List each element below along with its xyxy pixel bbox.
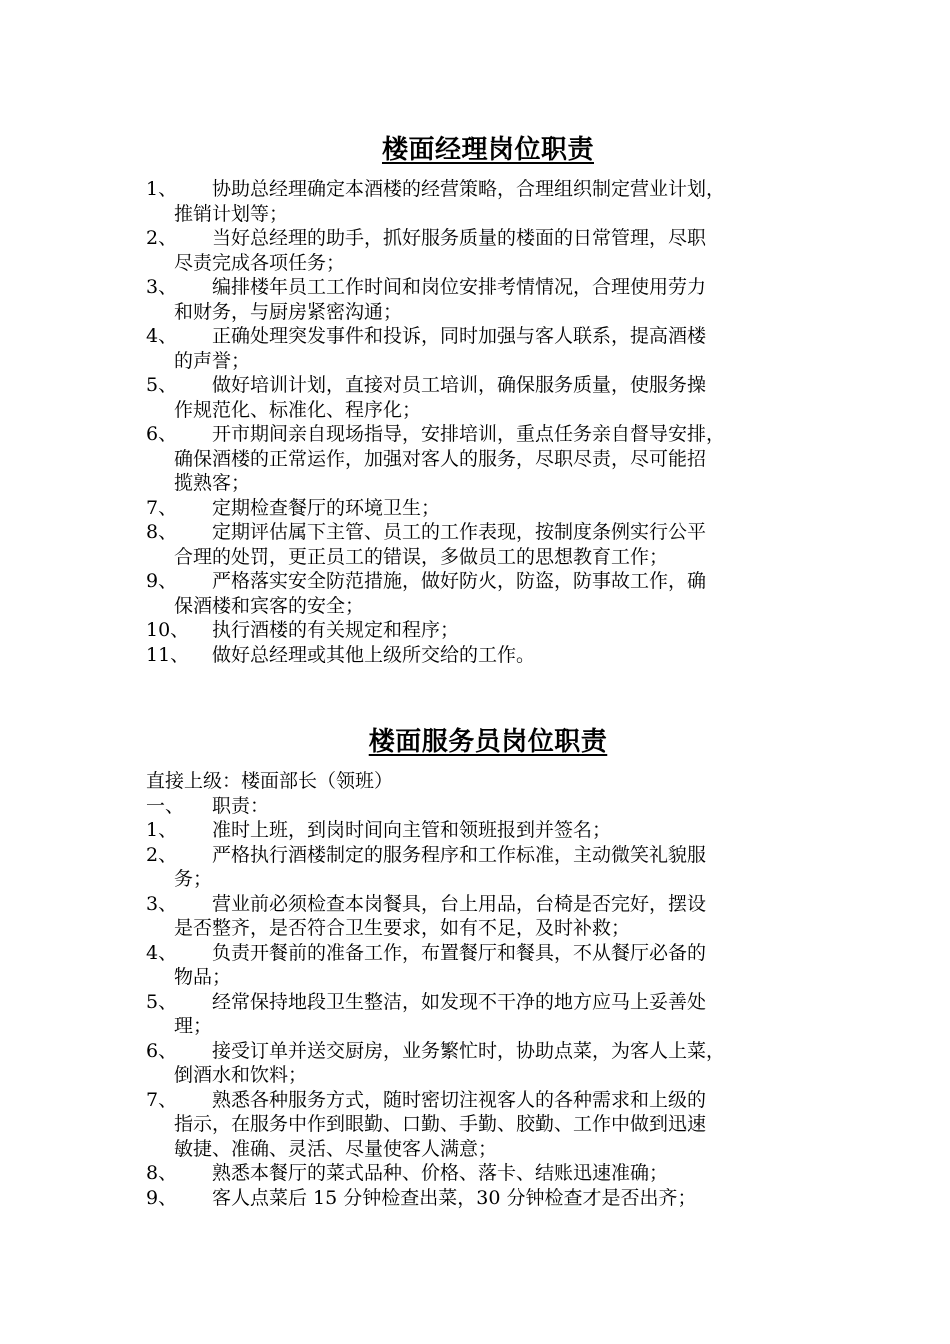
item-text xyxy=(174,177,830,226)
item-text-line: 揽熟客； xyxy=(174,472,251,494)
item-text-line: 务； xyxy=(174,868,213,890)
list-item xyxy=(146,941,830,990)
item-number: 3、 xyxy=(146,892,178,915)
list-item xyxy=(146,496,830,521)
item-number: 10、 xyxy=(146,619,190,641)
item-number: 11、 xyxy=(146,643,190,666)
list-item xyxy=(146,373,830,422)
heading-text: 职责： xyxy=(212,794,270,817)
item-text-line: 理； xyxy=(174,1015,213,1037)
item-text-line: 保酒楼和宾客的安全； xyxy=(174,594,365,617)
item-number: 7、 xyxy=(146,496,178,519)
list-item xyxy=(146,643,830,668)
item-text-line: 开市期间亲自现场指导，安排培训，重点任务亲自督导安排， xyxy=(212,423,726,445)
item-text-line: 定期评估属下主管、员工的工作表现，按制度条例实行公平 xyxy=(212,521,707,543)
list-item xyxy=(146,1039,830,1088)
item-number: 4、 xyxy=(146,941,178,964)
item-number: 5、 xyxy=(146,374,178,396)
item-text xyxy=(174,1039,830,1088)
list-item xyxy=(146,177,830,226)
item-text xyxy=(212,1186,830,1211)
item-text xyxy=(174,990,830,1039)
list-item xyxy=(146,1088,830,1162)
list-item xyxy=(146,843,830,892)
item-text-line: 正确处理突发事件和投诉，同时加强与客人联系，提高酒楼 xyxy=(212,325,707,347)
duty-list xyxy=(146,818,830,1210)
item-number: 6、 xyxy=(146,423,178,445)
item-number: 8、 xyxy=(146,1162,178,1184)
item-text xyxy=(212,818,830,843)
item-text-line: 熟悉各种服务方式，随时密切注视客人的各种需求和上级的 xyxy=(212,1088,707,1111)
item-text-line: 做好培训计划，直接对员工培训，确保服务质量，使服务操 xyxy=(212,374,707,396)
item-number: 7、 xyxy=(146,1088,178,1111)
manager-duties-section xyxy=(146,133,830,667)
item-text xyxy=(174,1088,830,1162)
list-item xyxy=(146,818,830,843)
item-text-line: 熟悉本餐厅的菜式品种、价格、落卡、结账迅速准确； xyxy=(212,1162,669,1184)
item-number: 6、 xyxy=(146,1039,178,1062)
list-item xyxy=(146,569,830,618)
item-text xyxy=(174,324,830,373)
item-number: 5、 xyxy=(146,990,178,1013)
item-number: 9、 xyxy=(146,1186,178,1209)
item-text xyxy=(212,643,830,668)
item-text-line: 客人点菜后 15 分钟检查出菜，30 分钟检查才是否出齐； xyxy=(212,1186,697,1209)
item-text-line: 准时上班，到岗时间向主管和领班报到并签名； xyxy=(212,819,612,841)
item-text-line: 指示，在服务中作到眼勤、口勤、手勤、胶勤、工作中做到迅速 xyxy=(174,1113,707,1135)
item-text xyxy=(212,1161,830,1186)
duties-heading xyxy=(146,794,830,819)
item-text-line: 倒酒水和饮料； xyxy=(174,1064,308,1086)
item-text-line: 接受订单并送交厨房，业务繁忙时，协助点菜，为客人上菜， xyxy=(212,1039,726,1062)
item-text xyxy=(174,226,830,275)
item-text-line: 当好总经理的助手，抓好服务质量的楼面的日常管理，尽职 xyxy=(212,227,707,249)
list-item xyxy=(146,520,830,569)
item-text-line: 是否整齐，是否符合卫生要求，如有不足，及时补救； xyxy=(174,917,631,939)
item-text-line: 负责开餐前的准备工作，布置餐厅和餐具，不从餐厅必备的 xyxy=(212,941,707,964)
list-item xyxy=(146,275,830,324)
list-item xyxy=(146,324,830,373)
item-text-line: 尽责完成各项任务； xyxy=(174,251,346,274)
item-number: 3、 xyxy=(146,276,178,298)
list-item xyxy=(146,618,830,643)
item-text xyxy=(174,941,830,990)
list-item xyxy=(146,226,830,275)
item-text xyxy=(174,275,830,324)
item-text-line: 严格执行酒楼制定的服务程序和工作标准，主动微笑礼貌服 xyxy=(212,843,707,866)
item-number: 9、 xyxy=(146,570,178,592)
item-text-line: 敏捷、准确、灵活、尽量使客人满意； xyxy=(174,1137,498,1160)
item-text-line: 营业前必须检查本岗餐具，台上用品，台椅是否完好，摆设 xyxy=(212,892,707,915)
item-text-line: 物品； xyxy=(174,966,232,988)
section-title: 楼面经理岗位职责 xyxy=(381,135,594,165)
item-text-line: 作规范化、标准化、程序化； xyxy=(174,398,422,421)
item-text-line: 严格落实安全防范措施，做好防火，防盗，防事故工作，确 xyxy=(212,570,707,592)
item-text-line: 做好总经理或其他上级所交给的工作。 xyxy=(212,643,536,666)
item-text xyxy=(174,373,830,422)
item-number: 1、 xyxy=(146,178,178,200)
item-text xyxy=(174,892,830,941)
item-text-line: 协助总经理确定本酒楼的经营策略，合理组织制定营业计划， xyxy=(212,178,726,200)
item-text-line: 和财务，与厨房紧密沟通； xyxy=(174,300,403,323)
item-text-line: 定期检查餐厅的环境卫生； xyxy=(212,496,441,519)
heading-number: 一、 xyxy=(146,794,185,817)
item-text-line: 合理的处罚，更正员工的错误，多做员工的思想教育工作； xyxy=(174,545,669,568)
item-number: 2、 xyxy=(146,227,178,249)
section-title: 楼面服务员岗位职责 xyxy=(368,727,608,757)
duty-list xyxy=(146,177,830,667)
item-text xyxy=(174,520,830,569)
item-text xyxy=(174,422,830,496)
list-item xyxy=(146,422,830,496)
item-text xyxy=(212,496,830,521)
item-text xyxy=(174,843,830,892)
list-item xyxy=(146,892,830,941)
item-number: 4、 xyxy=(146,325,178,347)
list-item xyxy=(146,1186,830,1211)
item-text-line: 确保酒楼的正常运作，加强对客人的服务，尽职尽责，尽可能招 xyxy=(174,447,707,470)
item-text xyxy=(174,569,830,618)
item-text xyxy=(212,618,830,643)
item-text-line: 编排楼年员工工作时间和岗位安排考情情况，合理使用劳力 xyxy=(212,276,707,298)
item-number: 8、 xyxy=(146,521,178,543)
item-text-line: 执行酒楼的有关规定和程序； xyxy=(212,619,460,641)
waiter-duties-section xyxy=(146,725,830,1210)
item-text-line: 推销计划等； xyxy=(174,202,289,225)
item-text-line: 的声誉； xyxy=(174,349,251,372)
item-number: 1、 xyxy=(146,819,178,841)
list-item xyxy=(146,990,830,1039)
supervisor-line: 直接上级：楼面部长（领班） xyxy=(146,770,394,792)
item-text-line: 经常保持地段卫生整洁，如发现不干净的地方应马上妥善处 xyxy=(212,990,707,1013)
item-number: 2、 xyxy=(146,843,178,866)
list-item xyxy=(146,1161,830,1186)
